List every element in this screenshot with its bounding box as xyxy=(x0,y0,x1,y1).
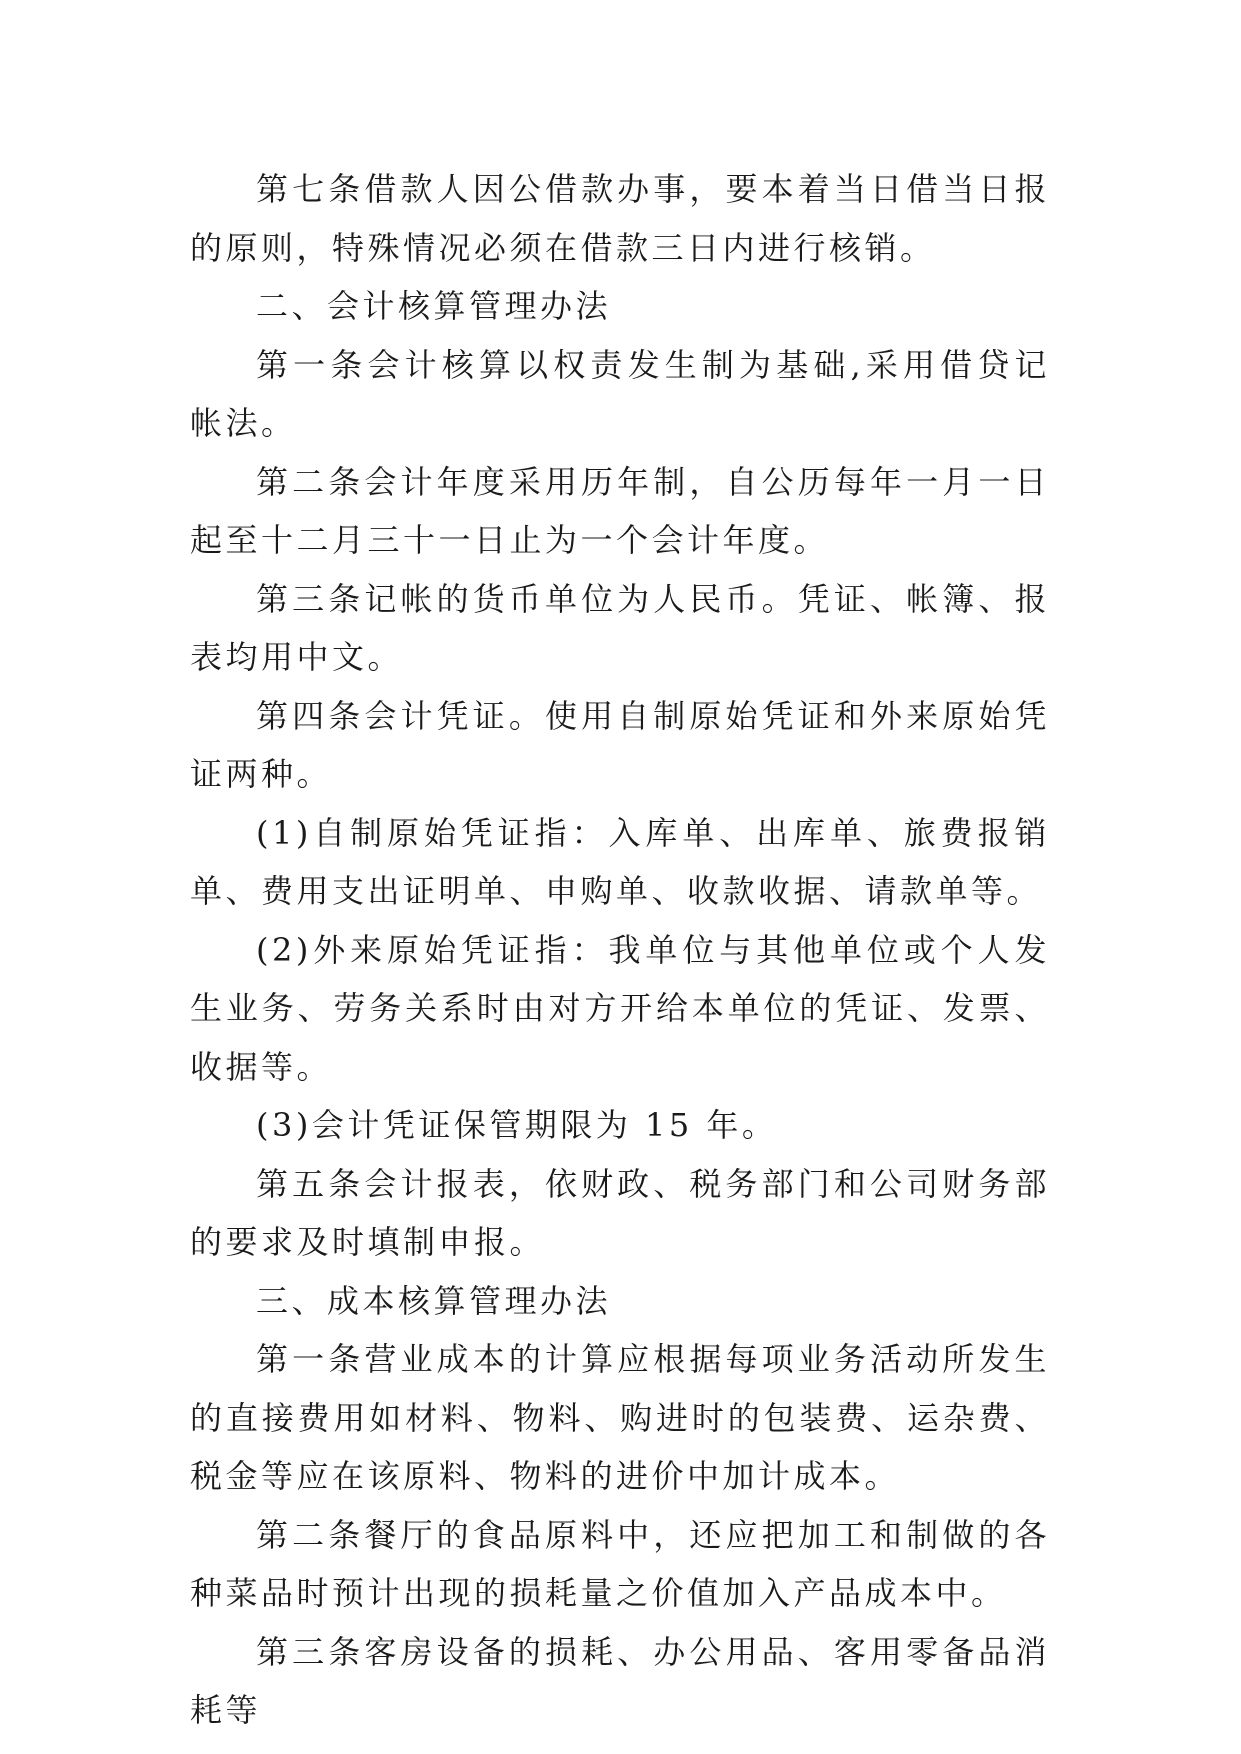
paragraph-cost-article-1: 第一条营业成本的计算应根据每项业务活动所发生的直接费用如材料、物料、购进时的包装费、运杂费、税金等应在该原料、物料的进价中加计成本。 xyxy=(190,1340,1050,1495)
section-heading-accounting: 二、会计核算管理办法 xyxy=(256,287,612,325)
paragraph-cost-article-2: 第二条餐厅的食品原料中，还应把加工和制做的各种菜品时预计出现的损耗量之价值加入产品成本中。 xyxy=(190,1515,1050,1612)
paragraph-article-2-fiscal-year: 第二条会计年度采用历年制，自公历每年一月一日起至十二月三十一日止为一个会计年度。 xyxy=(190,462,1050,559)
paragraph-article-5-reports: 第五条会计报表，依财政、税务部门和公司财务部的要求及时填制申报。 xyxy=(190,1164,1050,1261)
paragraph-article-1-accrual: 第一条会计核算以权责发生制为基础,采用借贷记帐法。 xyxy=(190,345,1050,442)
list-item-external-vouchers: (2)外来原始凭证指：我单位与其他单位或个人发生业务、劳务关系时由对方开给本单位的凭证、发票、收据等。 xyxy=(190,930,1050,1086)
list-item-retention-period: (3)会计凭证保管期限为 15 年。 xyxy=(256,1106,778,1144)
list-item-internal-vouchers: (1)自制原始凭证指：入库单、出库单、旅费报销单、费用支出证明单、申购单、收款收据、请款单等。 xyxy=(190,813,1050,910)
section-heading-cost: 三、成本核算管理办法 xyxy=(256,1281,612,1320)
paragraph-article-7-loan: 第七条借款人因公借款办事，要本着当日借当日报的原则，特殊情况必须在借款三日内进行核销。 xyxy=(190,170,1050,267)
paragraph-article-3-currency: 第三条记帐的货币单位为人民币。凭证、帐簿、报表均用中文。 xyxy=(190,579,1050,676)
document-body xyxy=(190,160,1050,1740)
paragraph-article-4-vouchers: 第四条会计凭证。使用自制原始凭证和外来原始凭证两种。 xyxy=(190,696,1050,793)
paragraph-cost-article-3: 第三条客房设备的损耗、办公用品、客用零备品消耗等 xyxy=(190,1632,1050,1729)
